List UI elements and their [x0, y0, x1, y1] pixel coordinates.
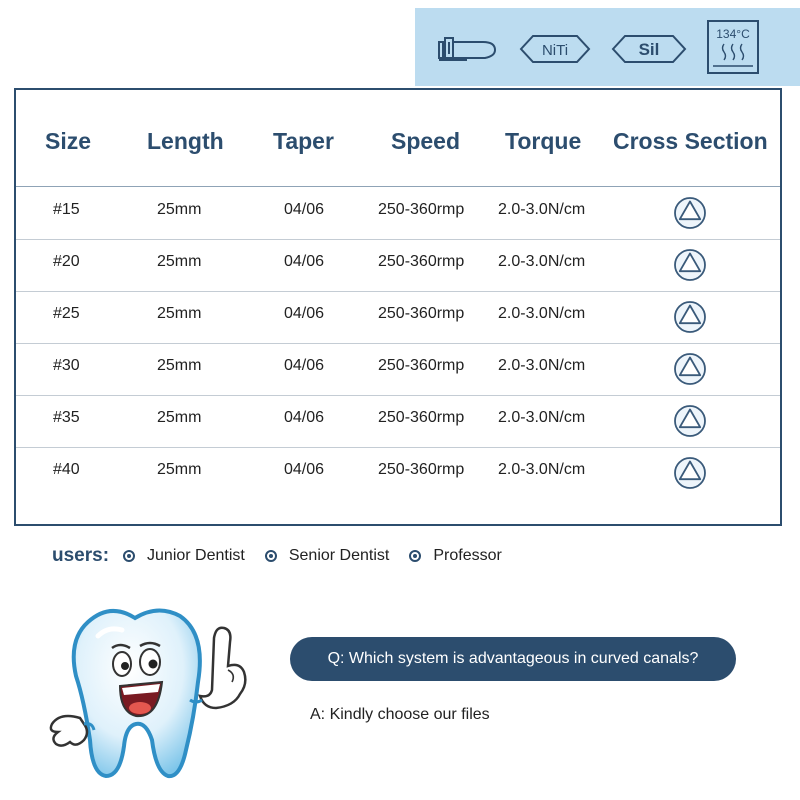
cell-length: 25mm — [157, 461, 202, 478]
header-cross-section: Cross Section — [613, 128, 768, 154]
cell-torque: 2.0-3.0N/cm — [498, 461, 586, 478]
radio-dot-icon — [265, 550, 277, 562]
cell-speed: 250-360rmp — [378, 201, 465, 218]
answer-text: A: Kindly choose our files — [310, 706, 490, 723]
users-label: users: — [52, 545, 110, 566]
table-row — [16, 239, 780, 292]
spec-table — [14, 88, 782, 526]
cell-speed: 250-360rmp — [378, 409, 465, 426]
cell-length: 25mm — [157, 253, 202, 270]
table-row — [16, 187, 780, 240]
cell-length: 25mm — [157, 357, 202, 374]
cell-taper: 04/06 — [284, 357, 325, 374]
users-legend — [52, 544, 522, 568]
triangle-in-circle-icon — [673, 248, 707, 287]
niti-badge — [519, 34, 591, 64]
triangle-in-circle-icon — [673, 196, 707, 235]
table-row — [16, 447, 780, 499]
cell-size: #40 — [53, 461, 80, 478]
header-taper: Taper — [273, 128, 334, 154]
header-speed: Speed — [391, 128, 461, 154]
cell-size: #20 — [53, 253, 80, 270]
sil-badge — [611, 34, 687, 64]
table-row — [16, 343, 780, 396]
tooth-mascot-icon — [40, 600, 255, 795]
contra-angle-handpiece-icon — [437, 34, 501, 64]
question-pill: Q: Which system is advantageous in curved canals? — [290, 637, 736, 681]
cell-size: #15 — [53, 201, 80, 218]
cell-length: 25mm — [157, 305, 202, 322]
user-option-professor — [409, 547, 501, 565]
cell-speed: 250-360rmp — [378, 305, 465, 322]
table-row — [16, 291, 780, 344]
triangle-in-circle-icon — [673, 404, 707, 443]
cell-taper: 04/06 — [284, 201, 325, 218]
cell-torque: 2.0-3.0N/cm — [498, 357, 586, 374]
cell-size: #30 — [53, 357, 80, 374]
user-option-senior — [265, 547, 390, 565]
table-row — [16, 395, 780, 448]
radio-dot-icon — [123, 550, 135, 562]
autoclave-134-icon — [707, 20, 759, 74]
niti-badge-text: NiTi — [541, 42, 569, 59]
certification-banner — [415, 8, 800, 86]
header-length: Length — [147, 128, 224, 154]
cell-torque: 2.0-3.0N/cm — [498, 253, 586, 270]
cell-speed: 250-360rmp — [378, 461, 465, 478]
sil-badge-text: Sil — [638, 40, 660, 59]
user-option-label: Junior Dentist — [147, 547, 245, 564]
triangle-in-circle-icon — [673, 456, 707, 495]
user-option-label: Professor — [433, 547, 502, 564]
header-torque: Torque — [505, 128, 582, 154]
cell-speed: 250-360rmp — [378, 357, 465, 374]
table-header — [16, 90, 780, 187]
cell-torque: 2.0-3.0N/cm — [498, 409, 586, 426]
cell-torque: 2.0-3.0N/cm — [498, 305, 586, 322]
cell-taper: 04/06 — [284, 409, 325, 426]
user-option-junior — [123, 547, 245, 565]
header-size: Size — [45, 128, 92, 154]
cell-size: #35 — [53, 409, 80, 426]
user-option-label: Senior Dentist — [288, 547, 390, 564]
cell-length: 25mm — [157, 201, 202, 218]
sterilize-temp-text: 134°C — [716, 27, 750, 41]
cell-speed: 250-360rmp — [378, 253, 465, 270]
triangle-in-circle-icon — [673, 352, 707, 391]
cell-size: #25 — [53, 305, 80, 322]
triangle-in-circle-icon — [673, 300, 707, 339]
cell-taper: 04/06 — [284, 253, 325, 270]
cell-torque: 2.0-3.0N/cm — [498, 201, 586, 218]
cell-length: 25mm — [157, 409, 202, 426]
cell-taper: 04/06 — [284, 461, 325, 478]
cell-taper: 04/06 — [284, 305, 325, 322]
radio-dot-icon — [409, 550, 421, 562]
